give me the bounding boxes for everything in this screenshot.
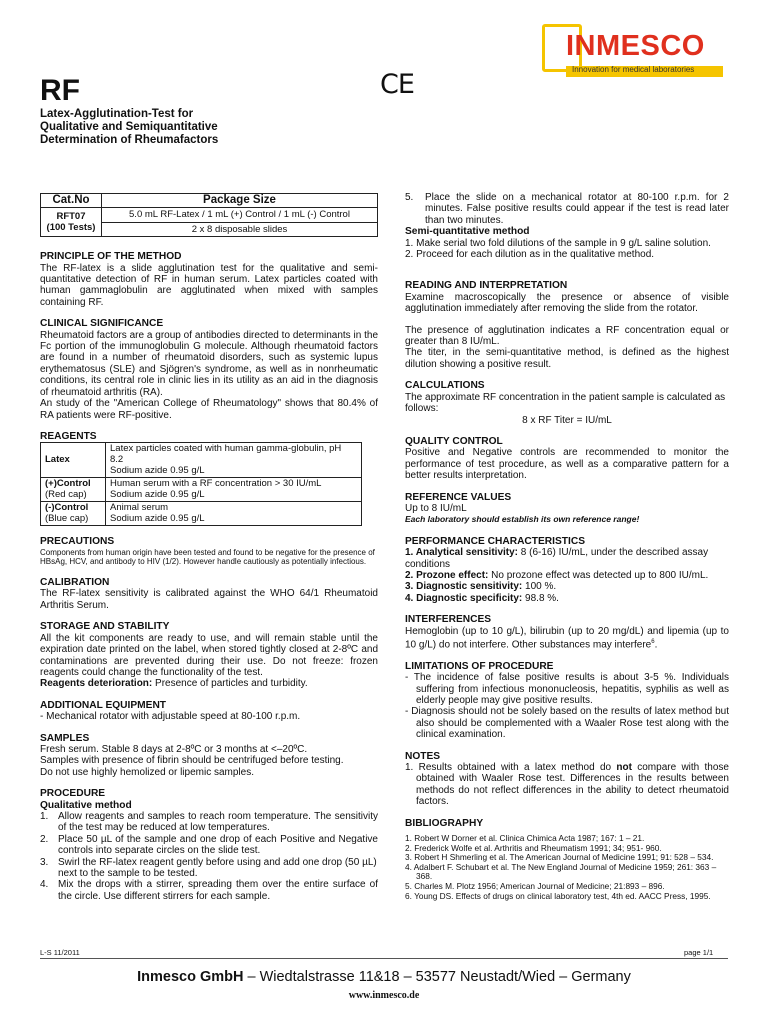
reagent-cap: (Red cap) bbox=[45, 488, 87, 500]
equipment-text: - Mechanical rotator with adjustable speed at 80-100 r.p.m. bbox=[40, 711, 301, 723]
notes-post: compare with those obtained with Waaler Rose test. Differences in the results between methods do not reflect differences in the ability to detect rheumatoid factors. bbox=[416, 761, 729, 808]
semi-quantitative-subheading: Semi-quantitative method bbox=[405, 226, 530, 238]
package-row: 2 x 8 disposable slides bbox=[102, 222, 378, 236]
reagents-table bbox=[40, 442, 362, 526]
address-text: – Wiedtalstrasse 11&18 – 53577 Neustadt/Wied – Germany bbox=[243, 969, 631, 985]
ce-mark-icon: CE bbox=[380, 69, 414, 100]
reference-note: Each laboratory should establish its own reference range! bbox=[405, 514, 640, 525]
procedure-step bbox=[40, 834, 378, 857]
storage-heading: STORAGE AND STABILITY bbox=[40, 621, 170, 633]
step-number: 3. bbox=[40, 856, 49, 868]
performance-label: 2. Prozone effect: bbox=[405, 569, 489, 581]
cat-no: RFT07 bbox=[56, 211, 86, 223]
reagents-heading: REAGENTS bbox=[40, 430, 97, 442]
precautions-heading: PRECAUTIONS bbox=[40, 536, 115, 548]
reading-heading: READING AND INTERPRETATION bbox=[405, 280, 568, 292]
reading-text: Examine macroscopically the presence or absence of visible agglutination immediately after removing the slide from the rotator. bbox=[405, 291, 729, 315]
calculations-heading: CALCULATIONS bbox=[405, 380, 485, 392]
semi-line: 1. Make serial two fold dilutions of the sample in 9 g/L saline solution. bbox=[405, 237, 711, 249]
deterioration-text: Presence of particles and turbidity. bbox=[152, 678, 308, 690]
reference-heading: REFERENCE VALUES bbox=[405, 491, 512, 503]
reagent-name-cell bbox=[41, 478, 106, 502]
cat-no-header: Cat.No bbox=[41, 194, 102, 208]
samples-line: Samples with presence of fibrin should be centrifuged before testing. bbox=[40, 755, 344, 767]
bibliography-item: 1. Robert W Dorner et al. Clinica Chimica Acta 1987; 167: 1 – 21. bbox=[405, 833, 645, 844]
storage-text: All the kit components are ready to use, and will remain stable until the expiration date printed on the label, when stored tightly closed at 2-8ºC and contaminations are prevented during their use. Do not freeze: frozen reagents could change the functionality of the test. bbox=[40, 632, 378, 678]
equipment-heading: ADDITIONAL EQUIPMENT bbox=[40, 699, 167, 711]
limitations-heading: LIMITATIONS OF PROCEDURE bbox=[405, 660, 554, 672]
left-column bbox=[40, 193, 378, 902]
interferences-ref: 6 bbox=[651, 639, 655, 645]
storage-deterioration bbox=[40, 678, 378, 689]
reagent-name: (-)Control bbox=[45, 502, 89, 514]
limitation-item: - The incidence of false positive results is about 3-5 %. Individuals suffering from infectious mononucleosis, hepatitis, syphilis as well as elderly people may give positive results. bbox=[405, 672, 729, 706]
package-table bbox=[40, 193, 378, 237]
principle-text: The RF-latex is a slide agglutination test for the qualitative and semi-quantitative detection of RF in human serum. Latex particles coated with human gammaglobulin are agglutinated when mixed with samples containing RF. bbox=[40, 262, 378, 308]
page-title: RF bbox=[40, 74, 80, 107]
interferences-body: Hemoglobin (up to 10 g/L), bilirubin (up to 20 mg/dL) and lipemia (up to 10 g/L) do not interfere. Other substances may interfere bbox=[405, 625, 729, 651]
calibration-heading: CALIBRATION bbox=[40, 577, 110, 589]
step-text: Mix the drops with a stirrer, spreading them over the entire surface of the circle. Use different stirrers for each sample. bbox=[58, 879, 378, 902]
quality-text: Positive and Negative controls are recommended to monitor the performance of test procedure, as well as a comparative pattern for a better results interpretation. bbox=[405, 447, 729, 482]
notes-bold: not bbox=[616, 761, 632, 773]
step-text: Place the slide on a mechanical rotator at 80-100 r.p.m. for 2 minutes. False positive results could appear if the test is read later than two minutes. bbox=[425, 192, 729, 226]
calculations-formula: 8 x RF Titer = IU/mL bbox=[522, 414, 612, 426]
performance-label: 4. Diagnostic specificity: bbox=[405, 592, 523, 604]
company-name: Inmesco GmbH bbox=[137, 969, 244, 985]
clinical-heading: CLINICAL SIGNIFICANCE bbox=[40, 318, 164, 330]
table-row bbox=[41, 502, 362, 526]
reagent-desc-line: Latex particles coated with human gamma-globulin, pH 8.2 bbox=[110, 443, 342, 465]
step-text: Swirl the RF-latex reagent gently before using and add one drop (50 µL) next to the sample to be tested. bbox=[58, 856, 377, 879]
package-row: 5.0 mL RF-Latex / 1 mL (+) Control / 1 mL (-) Control bbox=[102, 208, 378, 222]
table-row bbox=[41, 443, 362, 478]
step-text: Place 50 µL of the sample and one drop of each Positive and Negative controls into separate circles on the slide test. bbox=[58, 833, 378, 857]
subtitle bbox=[40, 108, 300, 147]
notes-heading: NOTES bbox=[405, 750, 441, 762]
right-column bbox=[405, 192, 729, 901]
performance-text: 98.8 %. bbox=[522, 592, 559, 604]
limitation-item: - Diagnosis should not be solely based on the results of latex method but also should be complemented with a Waaler Rose test along with the clinical examination. bbox=[405, 706, 729, 741]
subtitle-line: Determination of Rheumafactors bbox=[40, 134, 219, 146]
company-address bbox=[0, 969, 768, 985]
reagent-name: (+)Control bbox=[45, 478, 91, 490]
performance-item bbox=[405, 593, 729, 604]
reagent-desc bbox=[106, 502, 362, 526]
notes-pre: 1. Results obtained with a latex method do bbox=[405, 761, 617, 773]
calculations-text: The approximate RF concentration in the patient sample is calculated as follows: bbox=[405, 391, 726, 415]
semi-line: 2. Proceed for each dilution as in the qualitative method. bbox=[405, 249, 655, 261]
logo-text: INMESCO bbox=[566, 30, 705, 62]
quality-heading: QUALITY CONTROL bbox=[405, 435, 503, 447]
performance-item bbox=[405, 581, 729, 592]
step-number: 4. bbox=[40, 879, 49, 891]
bibliography-heading: BIBLIOGRAPHY bbox=[405, 817, 484, 829]
bibliography-item: 4. Adalbert F. Schubart et al. The New England Journal of Medicine 1959; 261: 363 – 368. bbox=[405, 861, 717, 882]
clinical-text-2: An study of the "American College of Rheumatology" shows that 80.4% of RA patients were RF-positive. bbox=[40, 398, 378, 421]
samples-line: Do not use highly hemolized or lipemic samples. bbox=[40, 766, 254, 778]
deterioration-label: Reagents deterioration: bbox=[40, 678, 153, 690]
reagent-name: Latex bbox=[41, 443, 106, 478]
package-size-header: Package Size bbox=[102, 194, 378, 208]
step-number: 2. bbox=[40, 833, 49, 845]
procedure-step bbox=[40, 811, 378, 834]
notes-text bbox=[405, 762, 729, 808]
procedure-step bbox=[40, 857, 378, 880]
footer-divider bbox=[40, 958, 728, 959]
reagent-desc-line: Human serum with a RF concentration > 30 IU/mL bbox=[110, 478, 322, 490]
samples-line: Fresh serum. Stable 8 days at 2-8ºC or 3 months at <–20ºC. bbox=[40, 743, 308, 755]
tests-count: (100 Tests) bbox=[46, 222, 96, 234]
performance-label: 3. Diagnostic sensitivity: bbox=[405, 581, 523, 593]
step-text: Allow reagents and samples to reach room temperature. The sensitivity of the test may be reduced at low temperatures. bbox=[58, 810, 378, 834]
qualitative-subheading: Qualitative method bbox=[40, 799, 132, 811]
interferences-text bbox=[405, 626, 729, 651]
logo-tagline: Innovation for medical laboratories bbox=[572, 65, 695, 74]
reagent-desc bbox=[106, 443, 362, 478]
revision-label: L-S 11/2011 bbox=[40, 948, 80, 957]
performance-heading: PERFORMANCE CHARACTERISTICS bbox=[405, 535, 585, 547]
calibration-text: The RF-latex sensitivity is calibrated against the WHO 64/1 Rheumatoid Arthritis Serum. bbox=[40, 588, 378, 611]
reagent-desc-line: Sodium azide 0.95 g/L bbox=[110, 512, 205, 524]
step-number: 5. bbox=[405, 192, 414, 203]
reagent-desc-line: Sodium azide 0.95 g/L bbox=[110, 488, 205, 500]
reading-text: The presence of agglutination indicates a RF concentration equal or greater than 8 IU/mL. bbox=[405, 324, 729, 348]
bibliography-item: 3. Robert H Shmerling et al. The American Journal of Medicine 1991; 91: 528 – 534. bbox=[405, 852, 714, 863]
reagent-desc bbox=[106, 478, 362, 502]
interferences-end: . bbox=[654, 639, 658, 651]
bibliography-item: 2. Frederick Wolfe et al. Arthritis and Rheumatism 1991; 34; 951- 960. bbox=[405, 842, 662, 853]
bibliography-item: 5. Charles M. Plotz 1956; American Journal of Medicine; 21:893 – 896. bbox=[405, 880, 665, 891]
interferences-heading: INTERFERENCES bbox=[405, 614, 492, 626]
procedure-step bbox=[405, 192, 729, 226]
page-number: page 1/1 bbox=[684, 948, 714, 957]
procedure-step bbox=[40, 879, 378, 902]
precautions-text: Components from human origin have been tested and found to be negative for the presence of HBsAg, HCV, and antibody to HIV (1/2). However handle cautiously as potentially infectious. bbox=[40, 547, 375, 567]
principle-heading: PRINCIPLE OF THE METHOD bbox=[40, 251, 182, 263]
performance-text: 8 (6-16) IU/mL, under the described assay conditions bbox=[405, 547, 709, 570]
inmesco-logo bbox=[542, 24, 725, 82]
subtitle-line: Qualitative and Semiquantitative bbox=[40, 121, 218, 133]
performance-text: No prozone effect was detected up to 800 IU/mL. bbox=[488, 569, 709, 581]
clinical-text: Rheumatoid factors are a group of antibodies directed to determinants in the Fc portion of the immunoglobulin G molecule. Although rheumatoid factors are found in a number of rheumatoid disorders, such as systemic lupus erythematosus (SLE) and Sjögren's syndrome, as well as in nonrheumatic conditions, its central role in clinic lies in its utility as an aid in the diagnosis of rheumatoid arthritis (RA). bbox=[40, 329, 378, 398]
reference-text: Up to 8 IU/mL bbox=[405, 502, 467, 514]
performance-item bbox=[405, 547, 729, 570]
reagent-desc-line: Animal serum bbox=[110, 502, 169, 514]
table-row bbox=[41, 478, 362, 502]
performance-label: 1. Analytical sensitivity: bbox=[405, 547, 519, 559]
cat-no-cell bbox=[41, 208, 102, 237]
reagent-desc-line: Sodium azide 0.95 g/L bbox=[110, 464, 205, 476]
reading-text: The titer, in the semi-quantitative method, is defined as the highest dilution showing a positive result. bbox=[405, 347, 729, 370]
samples-heading: SAMPLES bbox=[40, 732, 90, 744]
subtitle-line: Latex-Agglutination-Test for bbox=[40, 108, 194, 120]
performance-item bbox=[405, 570, 729, 581]
website-link[interactable]: www.inmesco.de bbox=[348, 990, 420, 1001]
bibliography-item: 6. Young DS. Effects of drugs on clinical laboratory test, 4th ed. AACC Press, 1995. bbox=[405, 890, 711, 901]
reagent-name-cell bbox=[41, 502, 106, 526]
step-number: 1. bbox=[40, 810, 49, 822]
reagent-cap: (Blue cap) bbox=[45, 512, 89, 524]
procedure-heading: PROCEDURE bbox=[40, 788, 106, 800]
performance-text: 100 %. bbox=[522, 581, 557, 593]
